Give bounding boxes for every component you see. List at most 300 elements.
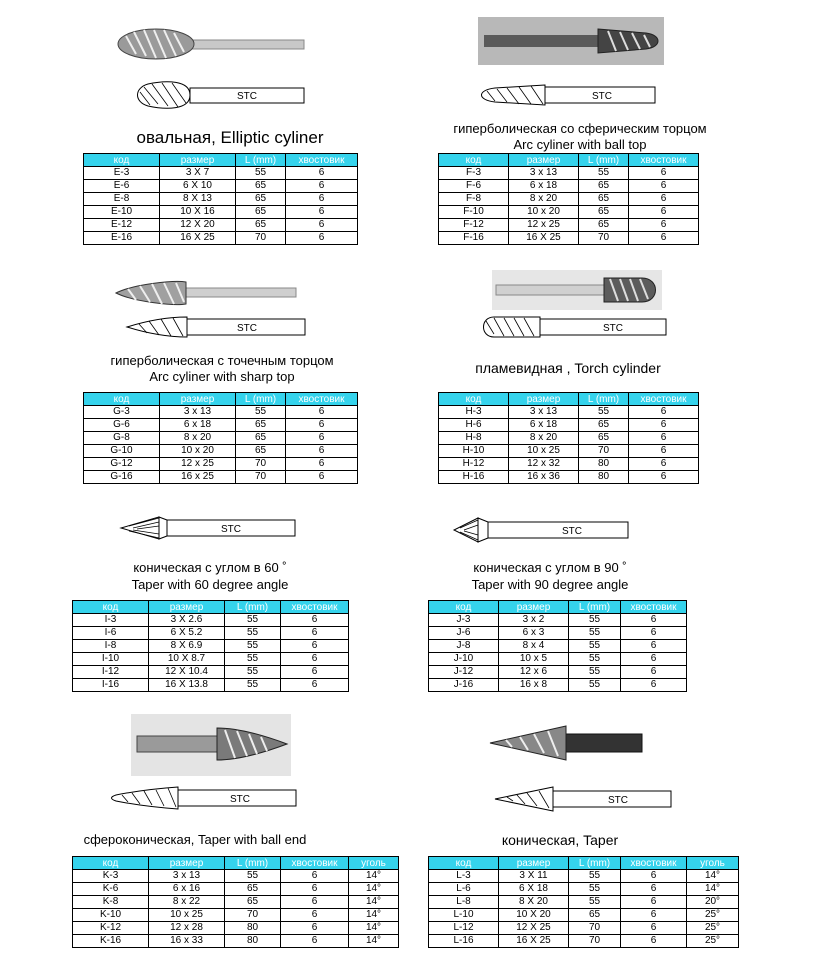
table-cell: 6	[281, 883, 349, 896]
table-cell: 3 x 13	[160, 406, 236, 419]
table-cell: 12 x 32	[509, 458, 579, 471]
table-cell: 8 x 20	[509, 193, 579, 206]
table-cell: 6	[281, 640, 349, 653]
table-cell: 55	[569, 666, 621, 679]
column-header: L (mm)	[569, 857, 621, 870]
section-h-title: пламевидная , Torch cylinder	[475, 360, 661, 376]
table-cell: I-8	[73, 640, 149, 653]
table-cell: 14°	[349, 896, 399, 909]
column-header: хвостовик	[629, 154, 699, 167]
table-cell: 65	[225, 896, 281, 909]
table-cell: 6	[621, 896, 687, 909]
table-cell: L-16	[429, 935, 499, 948]
section-g-title-en: Arc cyliner with sharp top	[149, 369, 295, 384]
taper-90-burr-drawing	[452, 515, 632, 545]
table-cell: 80	[579, 458, 629, 471]
table-cell: 12 X 10.4	[149, 666, 225, 679]
table-cell: 6	[621, 653, 687, 666]
table-cell: 16 x 36	[509, 471, 579, 484]
table-cell: K-3	[73, 870, 149, 883]
table-cell: 55	[569, 614, 621, 627]
table-cell: 25°	[687, 935, 739, 948]
table-cell: 6	[621, 909, 687, 922]
table-cell: 6	[629, 419, 699, 432]
section-i-title-ru: коническая с углом в 60 ˚	[133, 560, 287, 575]
table-row	[439, 206, 699, 219]
table-cell: 6	[621, 883, 687, 896]
section-j-title-en: Taper with 90 degree angle	[471, 577, 629, 592]
table-cell: 6	[621, 614, 687, 627]
table-cell: 80	[225, 922, 281, 935]
table-row	[73, 922, 399, 935]
table-cell: 6	[629, 406, 699, 419]
column-header: хвостовик	[281, 601, 349, 614]
table-f-body	[439, 154, 699, 245]
column-header: L (mm)	[579, 393, 629, 406]
table-row	[84, 193, 358, 206]
table-cell: J-10	[429, 653, 499, 666]
table-cell: 6	[621, 922, 687, 935]
column-header: L (mm)	[579, 154, 629, 167]
column-header: уголь	[349, 857, 399, 870]
table-l-body	[429, 857, 739, 948]
table-cell: 10 X 8.7	[149, 653, 225, 666]
table-cell: 65	[579, 419, 629, 432]
table-cell: 6	[629, 180, 699, 193]
taper-ball-burr-photo	[131, 714, 291, 776]
table-cell: E-6	[84, 180, 160, 193]
section-l-title: коническая, Taper	[501, 832, 619, 848]
table-cell: 12 x 28	[149, 922, 225, 935]
table-row	[429, 909, 739, 922]
table-i-body	[73, 601, 349, 692]
table-cell: 14°	[349, 935, 399, 948]
table-row	[439, 458, 699, 471]
table-cell: H-10	[439, 445, 509, 458]
table-cell: F-8	[439, 193, 509, 206]
table-cell: 65	[236, 180, 286, 193]
table-cell: G-6	[84, 419, 160, 432]
table-row	[439, 406, 699, 419]
table-row	[84, 206, 358, 219]
table-header-row	[439, 393, 699, 406]
table-cell: 10 x 20	[160, 445, 236, 458]
table-cell: G-3	[84, 406, 160, 419]
taper-ball-burr-drawing	[110, 785, 300, 811]
table-cell: 16 x 33	[149, 935, 225, 948]
table-cell: I-16	[73, 679, 149, 692]
column-header: размер	[149, 601, 225, 614]
table-cell: J-8	[429, 640, 499, 653]
table-cell: 10 x 20	[509, 206, 579, 219]
table-cell: 6	[621, 666, 687, 679]
table-cell: E-12	[84, 219, 160, 232]
table-g-body	[84, 393, 358, 484]
table-cell: 6	[286, 167, 358, 180]
table-cell: 6 x 18	[160, 419, 236, 432]
table-row	[439, 219, 699, 232]
table-cell: E-3	[84, 167, 160, 180]
table-cell: 6 X 10	[160, 180, 236, 193]
column-header: L (mm)	[225, 857, 281, 870]
table-cell: H-12	[439, 458, 509, 471]
table-cell: 10 X 20	[499, 909, 569, 922]
table-cell: 6	[281, 614, 349, 627]
table-cell: E-8	[84, 193, 160, 206]
table-cell: G-16	[84, 471, 160, 484]
table-cell: 55	[225, 627, 281, 640]
table-row	[73, 653, 349, 666]
column-header: код	[439, 154, 509, 167]
table-cell: 16 x 25	[160, 471, 236, 484]
table-cell: 12 X 20	[160, 219, 236, 232]
column-header: уголь	[687, 857, 739, 870]
table-cell: 14°	[687, 870, 739, 883]
table-cell: 20°	[687, 896, 739, 909]
table-cell: 6	[281, 922, 349, 935]
table-cell: 65	[236, 445, 286, 458]
table-cell: 6	[629, 206, 699, 219]
column-header: размер	[499, 857, 569, 870]
table-cell: 55	[225, 640, 281, 653]
table-cell: 6 x 16	[149, 883, 225, 896]
table-h	[438, 392, 699, 484]
table-cell: 6	[621, 870, 687, 883]
table-cell: 6	[286, 180, 358, 193]
torch-burr-photo	[492, 270, 662, 310]
table-k	[72, 856, 399, 948]
table-cell: 8 x 22	[149, 896, 225, 909]
table-cell: 16 X 25	[509, 232, 579, 245]
table-cell: E-16	[84, 232, 160, 245]
section-f-title-en: Arc cyliner with ball top	[513, 137, 647, 152]
table-row	[73, 614, 349, 627]
table-cell: J-6	[429, 627, 499, 640]
table-row	[73, 896, 399, 909]
table-cell: H-16	[439, 471, 509, 484]
torch-burr-drawing	[480, 313, 670, 341]
table-l	[428, 856, 739, 948]
table-row	[439, 432, 699, 445]
table-cell: K-10	[73, 909, 149, 922]
column-header: хвостовик	[621, 857, 687, 870]
table-cell: 3 X 2.6	[149, 614, 225, 627]
table-header-row	[429, 857, 739, 870]
table-cell: 12 x 6	[499, 666, 569, 679]
table-cell: J-3	[429, 614, 499, 627]
table-cell: I-6	[73, 627, 149, 640]
table-cell: 65	[569, 909, 621, 922]
column-header: хвостовик	[621, 601, 687, 614]
elliptic-burr-photo	[116, 28, 308, 62]
table-cell: 55	[569, 627, 621, 640]
arc-sharp-burr-photo	[114, 278, 300, 308]
column-header: размер	[499, 601, 569, 614]
table-cell: 70	[236, 232, 286, 245]
column-header: код	[429, 601, 499, 614]
table-cell: 80	[579, 471, 629, 484]
table-row	[84, 432, 358, 445]
table-row	[73, 679, 349, 692]
table-cell: 6	[281, 935, 349, 948]
table-cell: 65	[579, 180, 629, 193]
column-header: размер	[149, 857, 225, 870]
table-cell: 65	[579, 219, 629, 232]
table-cell: L-12	[429, 922, 499, 935]
table-cell: 6	[629, 167, 699, 180]
stc-label: STC	[237, 91, 257, 102]
column-header: хвостовик	[286, 393, 358, 406]
table-cell: 80	[225, 935, 281, 948]
table-row	[73, 640, 349, 653]
section-f-title-ru: гиперболическая со сферическим торцом	[453, 121, 707, 136]
table-cell: I-12	[73, 666, 149, 679]
table-row	[84, 180, 358, 193]
table-cell: 70	[569, 935, 621, 948]
table-cell: 8 X 13	[160, 193, 236, 206]
table-cell: 6	[286, 406, 358, 419]
table-cell: 70	[579, 445, 629, 458]
column-header: код	[73, 857, 149, 870]
table-row	[439, 419, 699, 432]
stc-label: STC	[221, 524, 241, 535]
table-cell: 70	[569, 922, 621, 935]
table-cell: 6	[629, 445, 699, 458]
table-row	[73, 666, 349, 679]
table-cell: 65	[579, 193, 629, 206]
table-cell: 8 X 6.9	[149, 640, 225, 653]
table-e	[83, 153, 358, 245]
table-cell: 6	[621, 679, 687, 692]
column-header: хвостовик	[286, 154, 358, 167]
table-cell: 55	[569, 640, 621, 653]
column-header: код	[429, 857, 499, 870]
table-row	[429, 896, 739, 909]
column-header: размер	[509, 154, 579, 167]
section-g-title-ru: гиперболическая с точечным торцом	[110, 353, 334, 368]
table-cell: 55	[236, 167, 286, 180]
table-cell: 65	[225, 883, 281, 896]
column-header: размер	[509, 393, 579, 406]
column-header: L (mm)	[236, 154, 286, 167]
table-cell: 14°	[349, 883, 399, 896]
table-row	[429, 935, 739, 948]
table-cell: 65	[236, 419, 286, 432]
arc-sharp-burr-drawing	[125, 314, 309, 340]
elliptic-burr-drawing	[132, 78, 308, 112]
column-header: L (mm)	[236, 393, 286, 406]
table-cell: I-3	[73, 614, 149, 627]
table-row	[439, 445, 699, 458]
table-cell: 14°	[349, 922, 399, 935]
table-cell: 55	[225, 614, 281, 627]
table-cell: 8 x 20	[160, 432, 236, 445]
table-cell: 6	[281, 896, 349, 909]
table-cell: 6	[629, 432, 699, 445]
table-cell: H-8	[439, 432, 509, 445]
table-cell: 6	[629, 232, 699, 245]
table-cell: I-10	[73, 653, 149, 666]
table-cell: 55	[225, 870, 281, 883]
table-j-body	[429, 601, 687, 692]
table-cell: 3 x 13	[509, 167, 579, 180]
table-cell: 55	[225, 666, 281, 679]
table-cell: 55	[569, 896, 621, 909]
table-cell: F-16	[439, 232, 509, 245]
table-header-row	[439, 154, 699, 167]
table-cell: 8 x 4	[499, 640, 569, 653]
table-cell: 6	[281, 909, 349, 922]
table-row	[429, 614, 687, 627]
table-row	[439, 232, 699, 245]
table-cell: L-3	[429, 870, 499, 883]
table-cell: 6	[286, 445, 358, 458]
table-cell: L-8	[429, 896, 499, 909]
table-cell: 65	[236, 432, 286, 445]
table-cell: 6	[286, 432, 358, 445]
table-cell: K-6	[73, 883, 149, 896]
table-cell: 12 x 25	[509, 219, 579, 232]
table-cell: J-12	[429, 666, 499, 679]
table-j	[428, 600, 687, 692]
table-cell: 6	[621, 640, 687, 653]
table-cell: 3 x 13	[509, 406, 579, 419]
table-row	[73, 909, 399, 922]
table-cell: 6 x 18	[509, 419, 579, 432]
section-k-title: сфероконическая, Taper with ball end	[83, 832, 307, 847]
table-cell: 6	[281, 627, 349, 640]
column-header: L (mm)	[225, 601, 281, 614]
table-row	[84, 458, 358, 471]
table-row	[84, 471, 358, 484]
table-cell: 6	[621, 935, 687, 948]
table-cell: 70	[236, 471, 286, 484]
table-cell: 16 X 25	[499, 935, 569, 948]
table-cell: K-12	[73, 922, 149, 935]
table-cell: 16 X 13.8	[149, 679, 225, 692]
table-cell: K-8	[73, 896, 149, 909]
stc-label: STC	[237, 323, 257, 334]
arc-ball-burr-drawing	[477, 80, 659, 110]
table-header-row	[429, 601, 687, 614]
table-cell: 6	[629, 458, 699, 471]
table-row	[439, 180, 699, 193]
table-g	[83, 392, 358, 484]
table-cell: 70	[236, 458, 286, 471]
stc-label: STC	[603, 323, 623, 334]
table-cell: 65	[579, 432, 629, 445]
table-cell: 6	[286, 219, 358, 232]
table-cell: 8 X 20	[499, 896, 569, 909]
table-cell: F-3	[439, 167, 509, 180]
table-cell: 6	[286, 232, 358, 245]
table-cell: 6	[281, 870, 349, 883]
stc-label: STC	[592, 91, 612, 102]
table-cell: G-10	[84, 445, 160, 458]
table-cell: 8 x 20	[509, 432, 579, 445]
table-row	[73, 883, 399, 896]
table-cell: 14°	[687, 883, 739, 896]
table-cell: 25°	[687, 922, 739, 935]
column-header: хвостовик	[629, 393, 699, 406]
table-cell: 3 x 2	[499, 614, 569, 627]
table-header-row	[84, 393, 358, 406]
table-row	[439, 471, 699, 484]
table-cell: G-8	[84, 432, 160, 445]
table-row	[439, 167, 699, 180]
table-row	[84, 419, 358, 432]
table-cell: 55	[236, 406, 286, 419]
table-cell: 6	[286, 471, 358, 484]
table-cell: F-10	[439, 206, 509, 219]
table-cell: 6 x 18	[509, 180, 579, 193]
table-cell: 6	[286, 193, 358, 206]
arc-ball-burr-photo	[478, 17, 664, 65]
table-row	[73, 935, 399, 948]
section-i-title-en: Taper with 60 degree angle	[131, 577, 289, 592]
table-row	[84, 406, 358, 419]
table-row	[84, 167, 358, 180]
table-cell: 12 X 25	[499, 922, 569, 935]
table-cell: 6	[286, 419, 358, 432]
table-row	[429, 653, 687, 666]
table-header-row	[73, 857, 399, 870]
taper-burr-photo	[486, 720, 646, 768]
table-header-row	[73, 601, 349, 614]
column-header: размер	[160, 393, 236, 406]
table-cell: 55	[225, 679, 281, 692]
table-cell: 55	[569, 870, 621, 883]
column-header: хвостовик	[281, 857, 349, 870]
table-cell: 6	[281, 653, 349, 666]
table-cell: 10 X 16	[160, 206, 236, 219]
stc-label: STC	[562, 526, 582, 537]
table-h-body	[439, 393, 699, 484]
column-header: код	[439, 393, 509, 406]
table-header-row	[84, 154, 358, 167]
table-cell: 70	[579, 232, 629, 245]
table-k-body	[73, 857, 399, 948]
table-cell: 6 X 18	[499, 883, 569, 896]
table-row	[84, 219, 358, 232]
table-cell: 55	[579, 406, 629, 419]
table-row	[429, 627, 687, 640]
table-cell: 70	[225, 909, 281, 922]
table-cell: 3 X 11	[499, 870, 569, 883]
table-cell: 3 X 7	[160, 167, 236, 180]
table-cell: 14°	[349, 870, 399, 883]
table-cell: 65	[236, 206, 286, 219]
table-cell: 55	[225, 653, 281, 666]
table-f	[438, 153, 699, 245]
table-cell: 55	[569, 653, 621, 666]
table-cell: 10 x 25	[149, 909, 225, 922]
table-cell: 16 x 8	[499, 679, 569, 692]
table-cell: F-12	[439, 219, 509, 232]
table-row	[429, 883, 739, 896]
table-row	[429, 922, 739, 935]
table-cell: 6 x 3	[499, 627, 569, 640]
table-cell: 6 X 5.2	[149, 627, 225, 640]
table-cell: K-16	[73, 935, 149, 948]
section-j-title-ru: коническая с углом в 90 ˚	[473, 560, 627, 575]
table-cell: 6	[629, 471, 699, 484]
table-row	[84, 232, 358, 245]
table-cell: 6	[629, 193, 699, 206]
table-cell: G-12	[84, 458, 160, 471]
table-row	[439, 193, 699, 206]
table-cell: 65	[579, 206, 629, 219]
